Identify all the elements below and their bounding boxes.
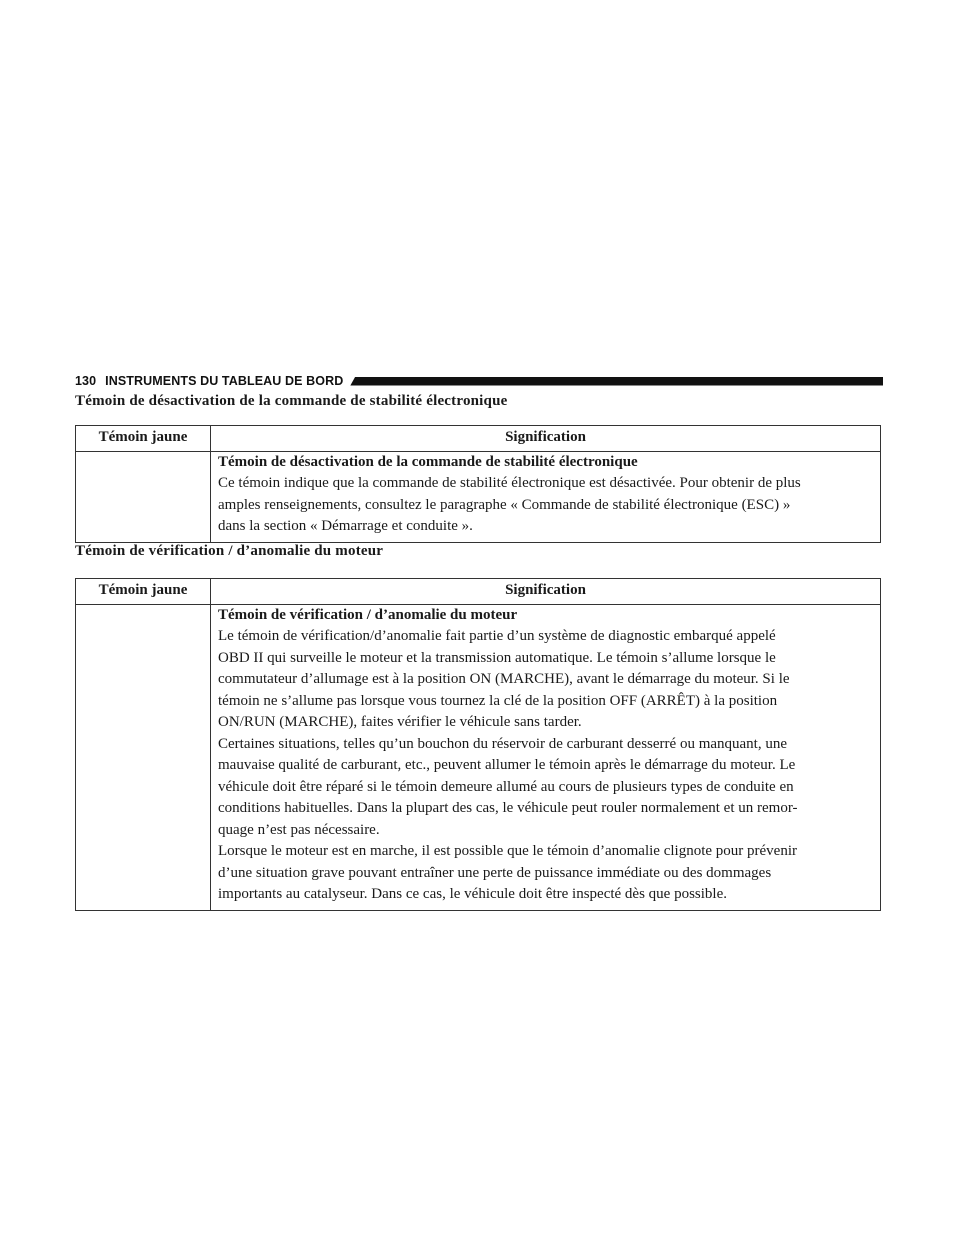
chapter-title: INSTRUMENTS DU TABLEAU DE BORD: [105, 374, 344, 388]
text-line: dans la section « Démarrage et conduite ».: [218, 518, 473, 534]
table-header-meaning: Signification: [211, 426, 881, 452]
text-line: importants au catalyseur. Dans ce cas, le véhicule doit être inspecté dès que possible.: [218, 886, 727, 902]
text-line: conditions habituelles. Dans la plupart des cas, le véhicule peut rouler normalement et un remor-: [218, 800, 798, 816]
text-line: témoin ne s’allume pas lorsque vous tournez la clé de la position OFF (ARRÊT) à la position: [218, 692, 778, 709]
text-line: mauvaise qualité de carburant, etc., peuvent allumer le témoin après le démarrage du moteur. Le: [218, 757, 796, 773]
table-header-meaning: Signification: [211, 579, 881, 605]
section-title-mil: Témoin de vérification / d’anomalie du moteur: [75, 543, 384, 559]
text-line: quage n’est pas nécessaire.: [218, 821, 380, 838]
meaning-cell: [211, 604, 881, 910]
table-row: [76, 451, 881, 542]
section-title-esc: Témoin de désactivation de la commande de stabilité électronique: [75, 393, 508, 409]
table-header-icon: Témoin jaune: [76, 426, 211, 452]
row-heading: Témoin de vérification / d’anomalie du moteur: [218, 606, 518, 623]
text-line: Le témoin de vérification/d’anomalie fait partie d’un système de diagnostic embarqué appelé: [218, 628, 776, 644]
meaning-cell: [211, 451, 881, 542]
text-line: Ce témoin indique que la commande de stabilité électronique est désactivée. Pour obtenir de plus: [218, 475, 801, 491]
table-header-icon: Témoin jaune: [76, 579, 211, 605]
text-line: amples renseignements, consultez le paragraphe « Commande de stabilité électronique (ESC) »: [218, 496, 791, 513]
page-number: 130: [75, 374, 97, 388]
header-rule: [350, 377, 883, 386]
text-line: Certaines situations, telles qu’un bouchon du réservoir de carburant desserré ou manquant, une: [218, 735, 787, 752]
row-heading: Témoin de désactivation de la commande de stabilité électronique: [218, 453, 638, 470]
text-line: ON/RUN (MARCHE), faites vérifier le véhicule sans tarder.: [218, 714, 582, 730]
text-line: d’une situation grave pouvant entraîner une perte de puissance immédiate ou des dommages: [218, 864, 772, 881]
text-line: véhicule doit être réparé si le témoin demeure allumé au cours de plusieurs types de conduite en: [218, 778, 794, 795]
table-mil: [75, 578, 881, 911]
text-line: OBD II qui surveille le moteur et la transmission automatique. Le témoin s’allume lorsque le: [218, 649, 776, 666]
table-esc: [75, 425, 881, 543]
text-line: Lorsque le moteur est en marche, il est possible que le témoin d’anomalie clignote pour prévenir: [218, 843, 797, 859]
text-line: commutateur d’allumage est à la position ON (MARCHE), avant le démarrage du moteur. Si le: [218, 671, 790, 687]
table-row: [76, 604, 881, 910]
indicator-icon-cell: [76, 604, 211, 910]
indicator-icon-cell: [76, 451, 211, 542]
running-header: [75, 372, 883, 390]
